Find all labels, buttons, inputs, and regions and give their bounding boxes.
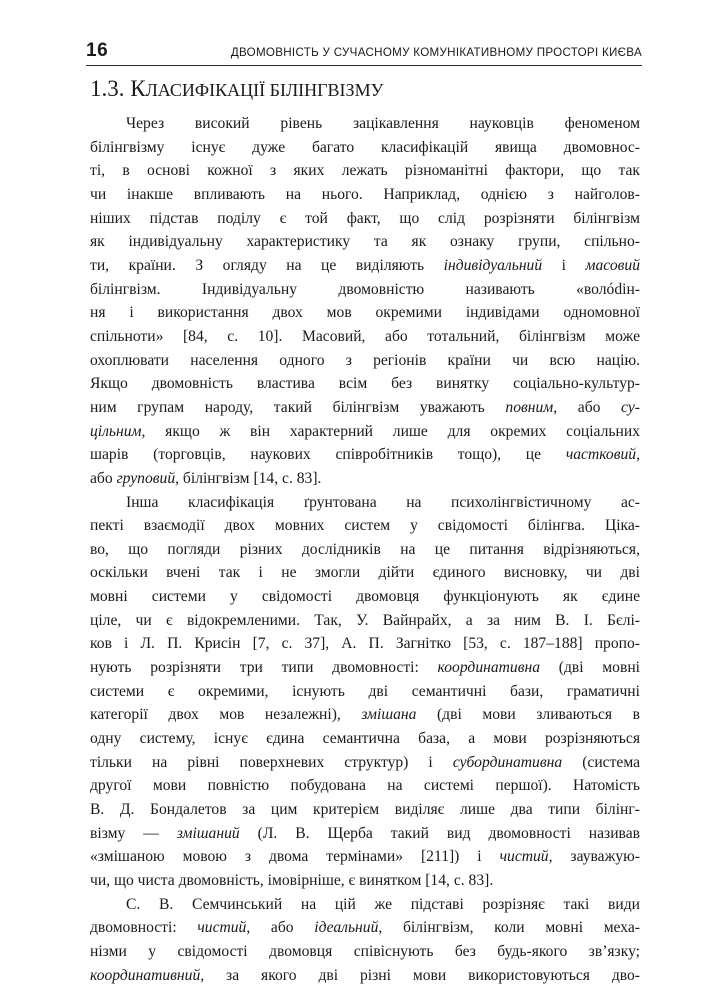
text-line	[90, 845, 640, 869]
section-number: 1.3.	[90, 76, 125, 101]
text-segment: Якщо двомовність властива всім без винятку соціально-культур-	[90, 375, 640, 393]
page-number: 16	[86, 40, 109, 61]
text-segment: спільноти» [84, с. 10]. Масовий, або тотальний, білінгвізм може	[90, 327, 640, 345]
text-line	[90, 514, 640, 538]
text-segment: , за якого дві різні мови використовуються дво-	[200, 966, 640, 984]
text-line	[90, 916, 640, 940]
text-line	[90, 301, 640, 325]
text-segment: нують розрізняти три типи двомовності:	[90, 659, 438, 677]
text-line	[90, 751, 640, 775]
text-line	[90, 112, 640, 136]
text-line	[90, 680, 640, 704]
text-segment: ті, в основі кожної з яких лежать різноманітні фактори, що так	[90, 162, 640, 180]
text-line	[90, 136, 640, 160]
text-line	[90, 561, 640, 585]
text-segment: во, що погляди різних дослідників на це питання відрізняються,	[90, 540, 640, 558]
text-segment: шарів (торговців, наукових співробітників тощо), це	[90, 446, 566, 464]
text-segment: охоплювати населення одного з регіонів країни чи всю націю.	[90, 351, 640, 369]
italic-term: чистий	[499, 848, 549, 866]
text-line	[90, 207, 640, 231]
text-segment: , білінгвізм, коли мовні меха-	[378, 919, 640, 937]
italic-term: масовий	[585, 256, 640, 274]
text-segment: ним групам народу, такий білінгвізм уважають	[90, 398, 506, 416]
running-header	[86, 40, 642, 66]
text-segment: одну систему, існує єдина семантична база, а мови розрізняються	[90, 730, 640, 748]
section-title-rest: ЛАСИФІКАЦІЇ БІЛІНГВІЗМУ	[145, 80, 384, 100]
text-segment: чи інакше впливають на нього. Наприклад, однією з найголов-	[90, 185, 640, 203]
text-segment: С. В. Семчинський на цій же підставі розрізняє такі види	[126, 895, 640, 913]
text-segment: (дві мовні	[540, 659, 641, 677]
text-segment: і	[542, 256, 586, 274]
text-line	[90, 964, 640, 988]
text-line	[90, 349, 640, 373]
italic-term: цільним	[90, 422, 142, 440]
text-line	[90, 183, 640, 207]
section-title-initial: К	[130, 76, 146, 101]
text-segment: ,	[636, 446, 640, 464]
text-line	[90, 325, 640, 349]
italic-term: змішана	[361, 706, 417, 724]
italic-term: індивідуальний	[443, 256, 543, 274]
section-title	[90, 76, 383, 102]
text-line	[90, 703, 640, 727]
text-segment: В. Д. Бондалетов за цим критерієм виділяє лише два типи білінг-	[90, 801, 640, 819]
text-segment: Інша класифікація ґрунтована на психолінгвістичному ас-	[126, 493, 640, 511]
text-segment: , якщо ж він характерний лише для окремих соціальних	[141, 422, 640, 440]
text-segment: , білінгвізм [14, с. 83].	[175, 469, 322, 487]
text-line	[90, 372, 640, 396]
text-line	[90, 420, 640, 444]
text-line	[90, 585, 640, 609]
text-segment: мовні системи у свідомості двомовця функціонують як єдине	[90, 588, 640, 606]
text-segment: другої мови повністю побудована на системі першої). Натомість	[90, 777, 640, 795]
text-segment: (система	[562, 753, 641, 771]
text-line	[90, 467, 640, 491]
text-segment: білінгвізму існує дуже багато класифікацій явища двомовнос-	[90, 138, 640, 156]
text-segment: (дві мови зливаються в	[416, 706, 640, 724]
text-line	[90, 940, 640, 964]
text-segment: оскільки вчені так і не змогли дійти єдиного висновку, чи дві	[90, 564, 640, 582]
running-head-title: ДВОМОВНІСТЬ У СУЧАСНОМУ КОМУНІКАТИВНОМУ ПРОСТОРІ КИЄВА	[230, 46, 642, 59]
text-segment: «змішаною мовою з двома термінами» [211]) і	[90, 848, 500, 866]
text-segment: , або	[246, 919, 315, 937]
text-line	[90, 656, 640, 680]
italic-term: координативний	[90, 966, 201, 984]
text-line	[90, 230, 640, 254]
text-segment: нізми у свідомості двомовця співіснують без будь-якого зв’язку;	[90, 942, 640, 960]
text-line	[90, 254, 640, 278]
text-segment: ціле, чи є відокремленими. Так, У. Вайнрайх, а за ним В. І. Бєлі-	[90, 611, 640, 629]
text-segment: , зауважую-	[548, 848, 641, 866]
text-segment: , або	[553, 398, 622, 416]
text-segment: категорії двох мов незалежні),	[90, 706, 362, 724]
text-line	[90, 727, 640, 751]
italic-term: субординативна	[452, 753, 563, 771]
text-segment: пекті взаємодії двох мовних систем у свідомості білінгва. Ціка-	[90, 517, 640, 535]
italic-term: ідеальний	[314, 919, 379, 937]
text-segment: (Л. В. Щерба такий вид двомовності називав	[239, 824, 640, 842]
text-segment: або	[90, 469, 117, 487]
text-line	[90, 869, 640, 893]
text-segment: візму —	[90, 824, 177, 842]
text-segment: ня і використання двох мов окремими індивідами одномовної	[90, 304, 640, 322]
text-segment: ков і Л. П. Крисін [7, с. 37], А. П. Загнітко [53, с. 187–188] пропо-	[90, 635, 640, 653]
text-segment: системи є окремими, існують дві семантичні бази, граматичні	[90, 682, 640, 700]
italic-term: змішаний	[176, 824, 240, 842]
text-segment: ти, країни. З огляду на це виділяють	[90, 256, 444, 274]
text-line	[90, 278, 640, 302]
body-text	[90, 112, 640, 987]
italic-term: повним	[505, 398, 554, 416]
text-segment: чи, що чиста двомовність, імовірніше, є винятком [14, с. 83].	[90, 872, 494, 889]
text-line	[90, 893, 640, 917]
text-segment: двомовності:	[90, 919, 198, 937]
text-line	[90, 609, 640, 633]
text-segment: тільки на рівні поверхневих структур) і	[90, 753, 453, 771]
text-line	[90, 538, 640, 562]
text-segment: ніших підстав поділу є той факт, що слід розрізняти білінгвізм	[90, 209, 640, 227]
text-line	[90, 632, 640, 656]
italic-term: частковий	[565, 446, 637, 464]
italic-term: чистий	[197, 919, 247, 937]
italic-term: координативна	[437, 659, 541, 677]
italic-term: груповий	[116, 469, 176, 487]
text-line	[90, 159, 640, 183]
text-segment: білінгвізм. Індивідуальну двомовністю називають «волódін-	[90, 280, 640, 298]
text-segment: як індивідуальну характеристику та як ознаку групи, спільно-	[90, 233, 640, 251]
text-line	[90, 798, 640, 822]
text-line	[90, 396, 640, 420]
text-line	[90, 491, 640, 515]
text-line	[90, 822, 640, 846]
text-line	[90, 443, 640, 467]
text-line	[90, 774, 640, 798]
italic-term: су-	[621, 398, 640, 416]
text-segment: Через високий рівень зацікавлення науковців феноменом	[126, 115, 640, 132]
